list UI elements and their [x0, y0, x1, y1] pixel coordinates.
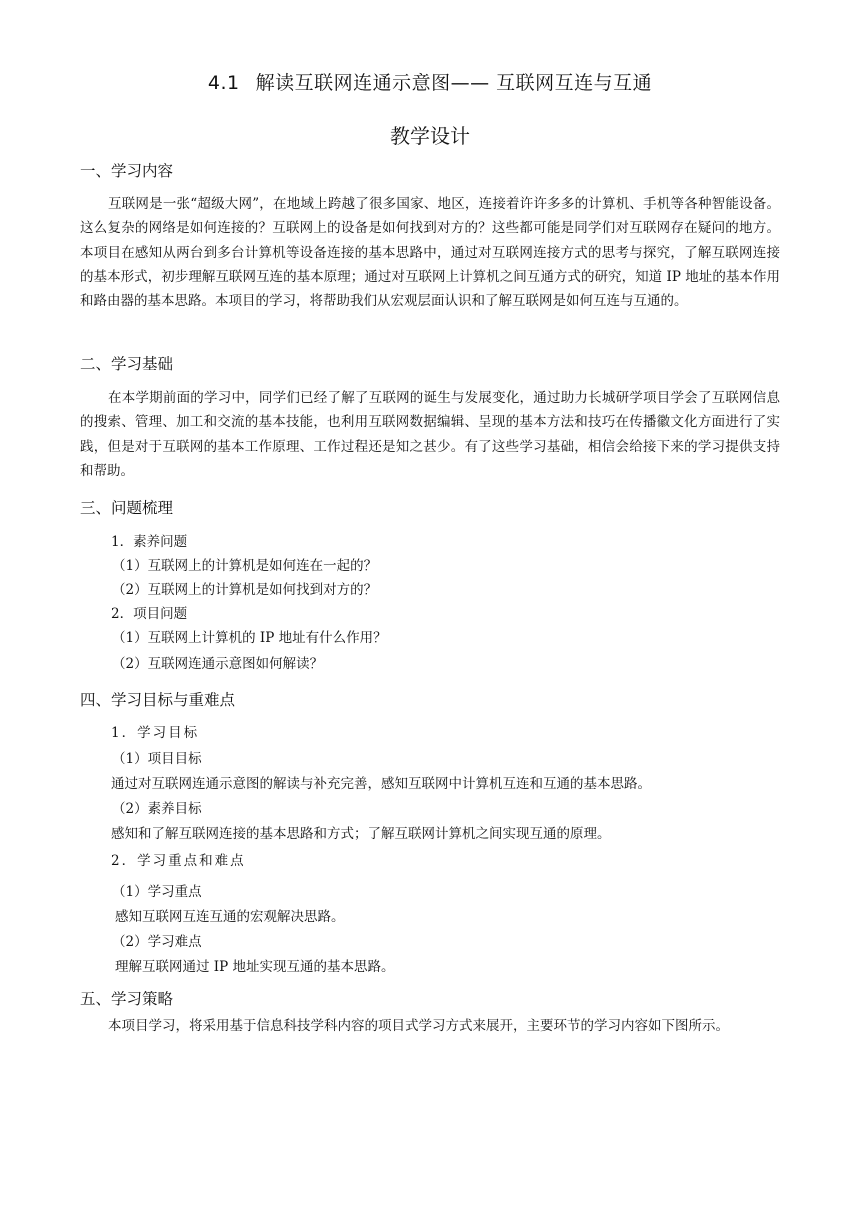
goal-literacy-title: （2）素养目标 [112, 801, 202, 817]
question-group-project: 2．项目问题 [111, 606, 188, 622]
goal-project-text: 通过对互联网连通示意图的解读与补充完善，感知互联网中计算机互连和互通的基本思路。 [111, 776, 651, 792]
keypoint-focus-text: 感知互联网互连互通的宏观解决思路。 [115, 909, 345, 925]
document-title [0, 68, 860, 95]
question-item: （1）互联网上的计算机是如何连在一起的？ [112, 558, 378, 574]
goal-project-title: （1）项目目标 [112, 751, 202, 767]
section-heading-foundation: 二、学习基础 [80, 355, 174, 373]
question-item: （2）互联网连通示意图如何解读？ [112, 656, 324, 672]
title-text: 解读互联网连通示意图—— 互联网互连与互通 [255, 72, 653, 94]
section-heading-content: 一、学习内容 [80, 162, 174, 180]
question-item: （1）互联网上计算机的 IP 地址有什么作用？ [112, 630, 387, 646]
keypoint-difficulty-title: （2）学习难点 [112, 934, 202, 950]
goals-subheading: 1．学习目标 [111, 725, 200, 741]
document-subtitle: 教学设计 [390, 124, 470, 148]
keypoint-focus-title: （1）学习重点 [112, 884, 202, 900]
question-item: （2）互联网上的计算机是如何找到对方的？ [112, 582, 378, 598]
section-heading-goals: 四、学习目标与重难点 [80, 691, 236, 709]
goal-literacy-text: 感知和了解互联网连接的基本思路和方式；了解互联网计算机之间实现互通的原理。 [111, 826, 611, 842]
section-heading-strategy: 五、学习策略 [80, 990, 174, 1008]
section-strategy-paragraph: 本项目学习，将采用基于信息科技学科内容的项目式学习方式来展开，主要环节的学习内容如下图所示。 [108, 1018, 729, 1034]
question-group-literacy: 1．素养问题 [111, 534, 188, 550]
section-content-paragraph: 互联网是一张“超级大网”，在地域上跨越了很多国家、地区，连接着许许多多的计算机、手机等各种智能设备。这么复杂的网络是如何连接的？互联网上的设备是如何找到对方的？这些都可能是同学们对互联网存在疑问的地方。本项目在感知从两台到多台计算机等设备连接的基本思路中，通过对互联网连接方式的思考与探究，了解互联网连接的基本形式，初步理解互联网互连的基本原理；通过对互联网上计算机之间互通方式的研究，知道 IP 地址的基本作用和路由器的基本思路。本项目的学习，将帮助我们从宏观层面认识和了解互联网是如何互连与互通的。 [80, 196, 780, 310]
title-number: 4.1 [207, 72, 240, 94]
keypoints-subheading: 2．学习重点和难点 [111, 853, 246, 869]
section-heading-questions: 三、问题梳理 [80, 499, 174, 517]
section-foundation-paragraph: 在本学期前面的学习中，同学们已经了解了互联网的诞生与发展变化，通过助力长城研学项目学会了互联网信息的搜索、管理、加工和交流的基本技能，也利用互联网数据编辑、呈现的基本方法和技巧在传播徽文化方面进行了实践，但是对于互联网的基本工作原理、工作过程还是知之甚少。有了这些学习基础，相信会给接下来的学习提供支持和帮助。 [80, 390, 780, 479]
keypoint-difficulty-text: 理解互联网通过 IP 地址实现互通的基本思路。 [115, 959, 395, 975]
